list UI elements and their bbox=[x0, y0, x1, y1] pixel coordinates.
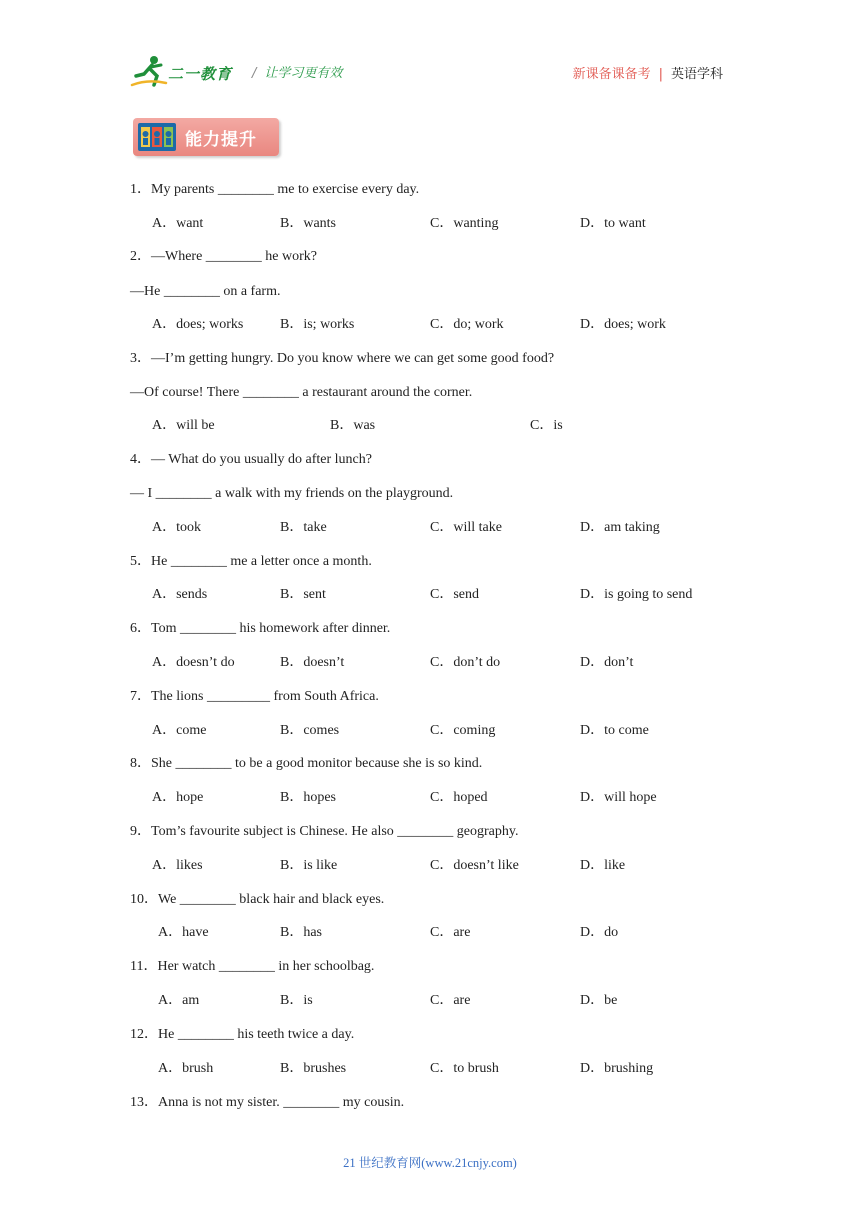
question-11: 11．Her watch ________ in her schoolbag. bbox=[130, 959, 375, 974]
option-5-a: A．sends bbox=[152, 587, 208, 602]
option-11-b: B．is bbox=[280, 993, 313, 1008]
option-8-d: D．will hope bbox=[580, 790, 657, 805]
header-subject: 英语学科 bbox=[670, 67, 723, 82]
option-3-c: C．is bbox=[530, 418, 563, 433]
option-11-d: D．be bbox=[580, 993, 618, 1008]
header-tag: 新课备课备考 bbox=[572, 67, 651, 82]
option-2-d: D．does; work bbox=[580, 317, 666, 332]
option-7-c: C．coming bbox=[430, 723, 496, 738]
option-1-c: C．wanting bbox=[430, 216, 499, 231]
logo-text: 二一教育 bbox=[168, 65, 233, 83]
page-footer: 21 世纪教育网(www.21cnjy.com) bbox=[343, 1156, 517, 1170]
option-9-d: D．like bbox=[580, 858, 626, 873]
header-slogan bbox=[252, 62, 342, 81]
question-2: 2．—Where ________ he work? bbox=[130, 249, 318, 264]
section-title: 能力提升 bbox=[185, 130, 257, 150]
option-4-b: B．take bbox=[280, 520, 327, 535]
logo bbox=[130, 54, 245, 88]
question-8: 8．She ________ to be a good monitor because she is so kind. bbox=[130, 756, 483, 771]
header-separator: | bbox=[658, 67, 663, 82]
option-10-d: D．do bbox=[580, 925, 619, 940]
option-9-c: C．doesn’t like bbox=[430, 858, 519, 873]
question-3-response: —Of course! There ________ a restaurant around the corner. bbox=[130, 385, 473, 400]
option-7-a: A．come bbox=[152, 723, 207, 738]
question-5: 5．He ________ me a letter once a month. bbox=[130, 554, 372, 569]
option-2-c: C．do; work bbox=[430, 317, 504, 332]
option-2-b: B．is; works bbox=[280, 317, 355, 332]
question-6: 6．Tom ________ his homework after dinner. bbox=[130, 621, 391, 636]
option-6-d: D．don’t bbox=[580, 655, 634, 670]
option-12-a: A．brush bbox=[158, 1061, 214, 1076]
option-1-b: B．wants bbox=[280, 216, 336, 231]
option-10-b: B．has bbox=[280, 925, 322, 940]
question-13: 13．Anna is not my sister. ________ my cousin. bbox=[130, 1095, 405, 1110]
slogan-slash: / bbox=[252, 66, 257, 81]
header-right bbox=[573, 63, 723, 82]
option-6-c: C．don’t do bbox=[430, 655, 501, 670]
question-1: 1．My parents ________ me to exercise every day. bbox=[130, 182, 420, 197]
option-9-a: A．likes bbox=[152, 858, 203, 873]
people-icon bbox=[138, 123, 176, 151]
option-11-a: A．am bbox=[158, 993, 200, 1008]
page-header bbox=[130, 54, 730, 94]
option-10-a: A．have bbox=[158, 925, 209, 940]
question-12: 12．He ________ his teeth twice a day. bbox=[130, 1027, 355, 1042]
question-2-response: —He ________ on a farm. bbox=[130, 284, 281, 299]
question-4: 4．— What do you usually do after lunch? bbox=[130, 452, 372, 467]
option-4-a: A．took bbox=[152, 520, 201, 535]
option-7-b: B．comes bbox=[280, 723, 340, 738]
question-9: 9．Tom’s favourite subject is Chinese. He also ________ geography. bbox=[130, 824, 519, 839]
option-1-d: D．to want bbox=[580, 216, 646, 231]
option-5-b: B．sent bbox=[280, 587, 326, 602]
option-1-a: A．want bbox=[152, 216, 204, 231]
question-7: 7．The lions _________ from South Africa. bbox=[130, 689, 379, 704]
option-3-a: A．will be bbox=[152, 418, 215, 433]
question-4-response: — I ________ a walk with my friends on the playground. bbox=[130, 486, 454, 501]
option-7-d: D．to come bbox=[580, 723, 649, 738]
question-3: 3．—I’m getting hungry. Do you know where we can get some good food? bbox=[130, 351, 555, 366]
option-8-a: A．hope bbox=[152, 790, 204, 805]
option-8-b: B．hopes bbox=[280, 790, 336, 805]
option-5-d: D．is going to send bbox=[580, 587, 693, 602]
option-12-b: B．brushes bbox=[280, 1061, 347, 1076]
slogan-text: 让学习更有效 bbox=[264, 66, 343, 81]
runner-icon bbox=[130, 54, 170, 88]
option-12-c: C．to brush bbox=[430, 1061, 499, 1076]
question-10: 10．We ________ black hair and black eyes. bbox=[130, 892, 385, 907]
option-10-c: C．are bbox=[430, 925, 471, 940]
option-6-b: B．doesn’t bbox=[280, 655, 345, 670]
option-4-d: D．am taking bbox=[580, 520, 660, 535]
section-banner bbox=[133, 118, 279, 156]
option-9-b: B．is like bbox=[280, 858, 338, 873]
option-2-a: A．does; works bbox=[152, 317, 244, 332]
option-8-c: C．hoped bbox=[430, 790, 488, 805]
option-12-d: D．brushing bbox=[580, 1061, 654, 1076]
option-11-c: C．are bbox=[430, 993, 471, 1008]
option-4-c: C．will take bbox=[430, 520, 502, 535]
option-3-b: B．was bbox=[330, 418, 376, 433]
option-6-a: A．doesn’t do bbox=[152, 655, 235, 670]
option-5-c: C．send bbox=[430, 587, 479, 602]
